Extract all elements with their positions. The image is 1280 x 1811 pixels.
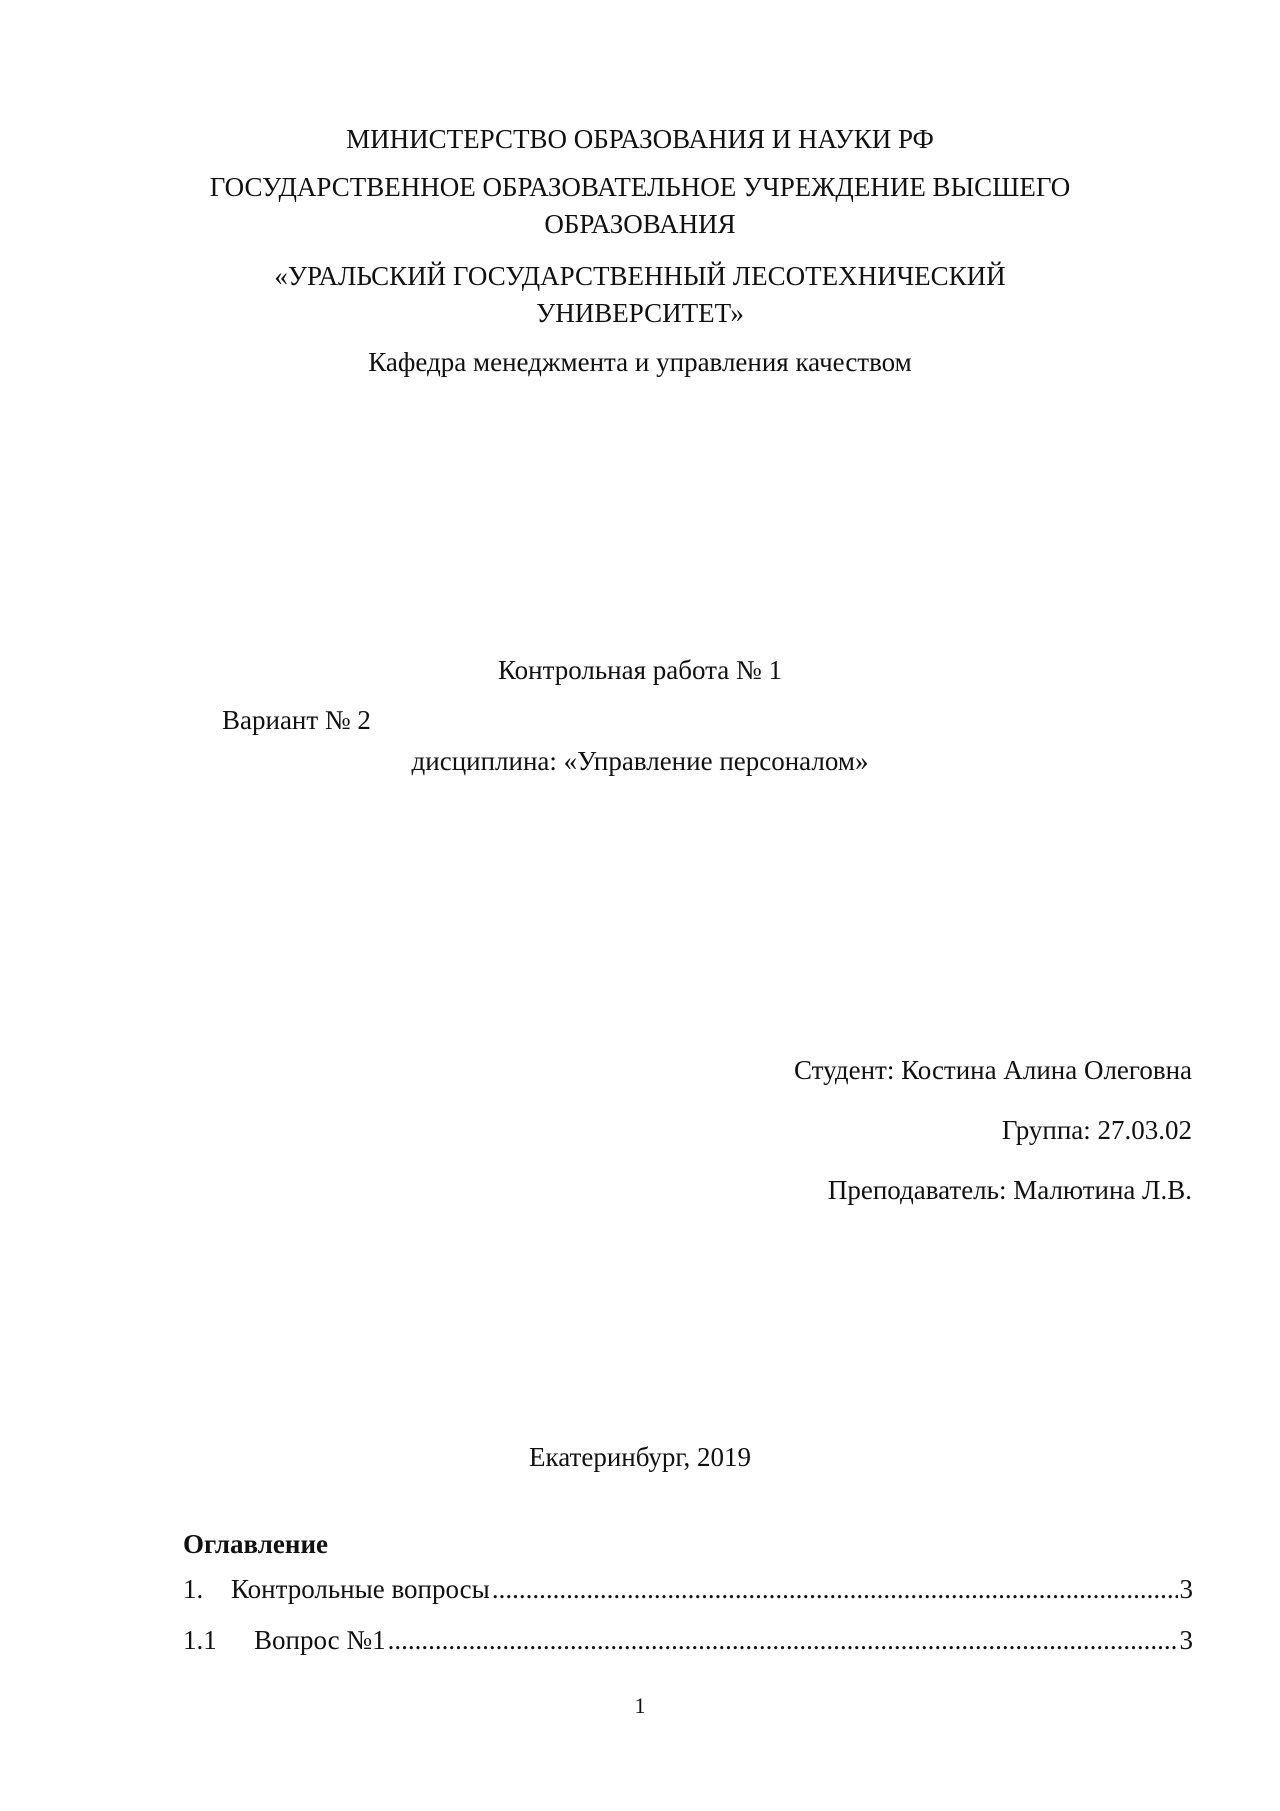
toc-entry[interactable] — [183, 1570, 1193, 1608]
student-name: Студент: Костина Алина Олеговна — [793, 1055, 1192, 1085]
university-title-line1: «УРАЛЬСКИЙ ГОСУДАРСТВЕННЫЙ ЛЕСОТЕХНИЧЕСКИЙ — [274, 261, 1006, 291]
variant-label: Вариант № 2 — [222, 705, 371, 735]
toc-entry-title: Вопрос №1 — [254, 1625, 386, 1655]
toc-entry-page: 3 — [1179, 1625, 1193, 1655]
institution-title-line1: ГОСУДАРСТВЕННОЕ ОБРАЗОВАТЕЛЬНОЕ УЧРЕЖДЕНИЕ ВЫСШЕГО — [209, 172, 1071, 202]
toc-entry-number: 1. — [183, 1574, 204, 1604]
toc-entry-page: 3 — [1179, 1574, 1193, 1604]
department-name: Кафедра менеджмента и управления качеством — [368, 347, 912, 377]
discipline-label: дисциплина: «Управление персоналом» — [411, 746, 869, 776]
ministry-title: МИНИСТЕРСТВО ОБРАЗОВАНИЯ И НАУКИ РФ — [346, 124, 934, 154]
institution-title-line2: ОБРАЗОВАНИЯ — [544, 209, 736, 239]
work-title: Контрольная работа № 1 — [497, 655, 782, 685]
toc-dot-leader — [492, 1570, 1178, 1608]
toc-heading: Оглавление — [183, 1529, 328, 1559]
toc-entry-number: 1.1 — [183, 1625, 217, 1655]
toc-dot-leader — [388, 1621, 1178, 1659]
place-year: Екатеринбург, 2019 — [529, 1442, 751, 1472]
toc-entry[interactable] — [183, 1621, 1193, 1659]
university-title-line2: УНИВЕРСИТЕТ» — [536, 298, 744, 328]
teacher-name: Преподаватель: Малютина Л.В. — [827, 1175, 1192, 1205]
group-number: Группа: 27.03.02 — [1001, 1115, 1192, 1145]
toc-entry-title: Контрольные вопросы — [231, 1574, 490, 1604]
page-number: 1 — [634, 1693, 646, 1718]
